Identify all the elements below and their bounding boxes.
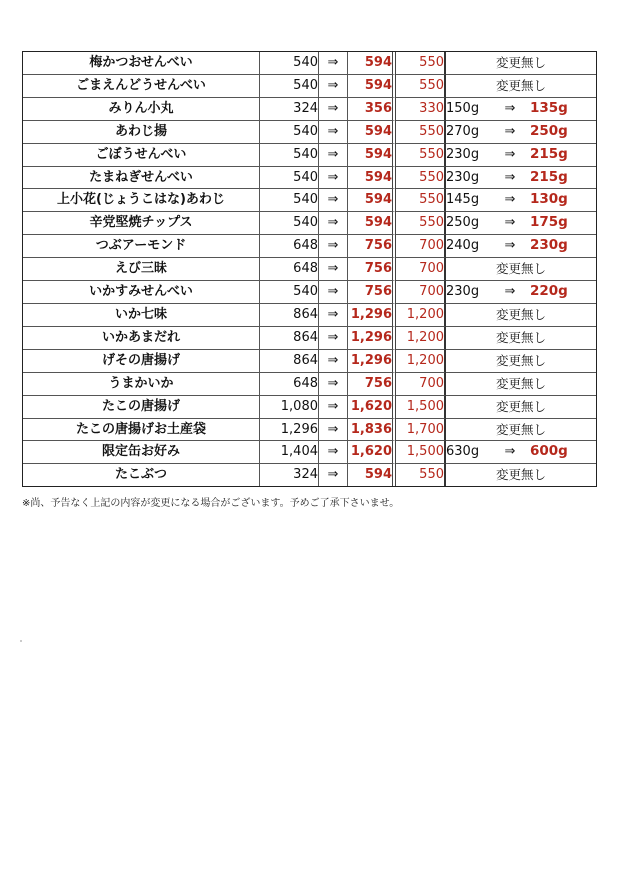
weight-cell [446,167,596,190]
product-name: 辛党堅焼チップス [23,212,260,235]
arrow-icon: ⇒ [319,304,348,327]
tax-excluded-price: 550 [396,75,446,98]
tax-excluded-price: 700 [396,235,446,258]
old-price: 324 [260,98,319,121]
old-price: 324 [260,464,319,486]
tax-excluded-price: 550 [396,121,446,144]
table-row [23,350,596,373]
new-price: 1,620 [348,396,396,419]
arrow-icon: ⇒ [319,419,348,442]
weight-cell [446,144,596,167]
old-price: 540 [260,167,319,190]
product-name: 梅かつおせんべい [23,52,260,75]
price-revision-sheet [22,51,597,487]
tax-excluded-price: 550 [396,52,446,75]
arrow-icon: ⇒ [504,215,516,231]
new-price: 594 [348,121,396,144]
new-price: 1,296 [348,350,396,373]
weight-cell [446,189,596,212]
weight-cell [446,52,596,75]
new-price: 594 [348,167,396,190]
product-name: いかすみせんべい [23,281,260,304]
table-row [23,304,596,327]
no-change-label: 変更無し [495,77,546,93]
arrow-icon: ⇒ [504,444,516,460]
no-change-label: 変更無し [495,467,546,483]
new-price: 756 [348,258,396,281]
arrow-icon: ⇒ [504,238,516,254]
new-price: 756 [348,281,396,304]
table-row [23,75,596,98]
old-price: 540 [260,75,319,98]
tax-excluded-price: 1,200 [396,304,446,327]
weight-cell [446,304,596,327]
weight-cell [446,258,596,281]
new-price: 1,836 [348,419,396,442]
price-table [22,51,597,487]
table-row [23,441,596,464]
old-price: 1,296 [260,419,319,442]
product-name: みりん小丸 [23,98,260,121]
table-row [23,189,596,212]
tax-excluded-price: 550 [396,144,446,167]
no-change-label: 変更無し [495,421,546,437]
new-weight: 215g [530,145,568,162]
weight-cell [446,396,596,419]
new-price: 756 [348,235,396,258]
weight-cell [446,464,596,486]
arrow-icon: ⇒ [319,350,348,373]
weight-cell [446,327,596,350]
new-weight: 175g [530,214,568,231]
arrow-icon: ⇒ [319,121,348,144]
product-name: たこの唐揚げ [23,396,260,419]
arrow-icon: ⇒ [319,281,348,304]
weight-cell [446,121,596,144]
tax-excluded-price: 330 [396,98,446,121]
arrow-icon: ⇒ [319,327,348,350]
old-price: 540 [260,121,319,144]
old-weight: 270g [446,123,480,139]
no-change-label: 変更無し [495,329,546,345]
weight-cell [446,441,596,464]
table-row [23,121,596,144]
price-table-body [23,52,596,486]
tax-excluded-price: 1,500 [396,441,446,464]
arrow-icon: ⇒ [319,373,348,396]
new-price: 594 [348,189,396,212]
arrow-icon: ⇒ [504,146,516,162]
new-price: 1,620 [348,441,396,464]
new-price: 356 [348,98,396,121]
no-change-label: 変更無し [495,352,546,368]
new-weight: 600g [530,443,568,460]
arrow-icon: ⇒ [319,258,348,281]
tax-excluded-price: 550 [396,189,446,212]
product-name: ごまえんどうせんべい [23,75,260,98]
arrow-icon: ⇒ [319,75,348,98]
tax-excluded-price: 700 [396,281,446,304]
table-row [23,373,596,396]
new-weight: 250g [530,122,568,139]
tax-excluded-price: 700 [396,373,446,396]
arrow-icon: ⇒ [319,189,348,212]
arrow-icon: ⇒ [319,396,348,419]
table-row [23,235,596,258]
new-price: 1,296 [348,304,396,327]
arrow-icon: ⇒ [319,235,348,258]
weight-cell [446,98,596,121]
tax-excluded-price: 550 [396,212,446,235]
product-name: あわじ揚 [23,121,260,144]
new-weight: 215g [530,168,568,185]
weight-cell [446,350,596,373]
new-price: 594 [348,144,396,167]
weight-cell [446,373,596,396]
tax-excluded-price: 1,500 [396,396,446,419]
old-weight: 150g [446,100,480,116]
product-name: ごぼうせんべい [23,144,260,167]
weight-cell [446,419,596,442]
new-price: 594 [348,464,396,486]
old-weight: 250g [446,215,480,231]
old-price: 540 [260,144,319,167]
old-price: 540 [260,189,319,212]
tax-excluded-price: 550 [396,464,446,486]
old-price: 864 [260,350,319,373]
scan-speck [20,640,22,642]
weight-cell [446,212,596,235]
disclaimer-note: ※尚、予告なく上記の内容が変更になる場合がございます。予めご了承下さいませ。 [22,498,400,509]
old-weight: 230g [446,284,480,300]
product-name: つぶアーモンド [23,235,260,258]
arrow-icon: ⇒ [319,464,348,486]
product-name: えび三昧 [23,258,260,281]
old-price: 864 [260,304,319,327]
old-weight: 145g [446,192,480,208]
old-price: 540 [260,281,319,304]
table-row [23,281,596,304]
tax-excluded-price: 1,200 [396,327,446,350]
no-change-label: 変更無し [495,375,546,391]
weight-cell [446,281,596,304]
arrow-icon: ⇒ [319,98,348,121]
table-row [23,396,596,419]
arrow-icon: ⇒ [504,169,516,185]
new-weight: 130g [530,191,568,208]
arrow-icon: ⇒ [319,144,348,167]
table-row [23,167,596,190]
new-price: 1,296 [348,327,396,350]
tax-excluded-price: 550 [396,167,446,190]
new-price: 594 [348,212,396,235]
table-row [23,144,596,167]
arrow-icon: ⇒ [319,212,348,235]
old-weight: 240g [446,238,480,254]
table-row [23,464,596,486]
arrow-icon: ⇒ [504,284,516,300]
product-name: 限定缶お好み [23,441,260,464]
weight-cell [446,235,596,258]
old-price: 648 [260,235,319,258]
tax-excluded-price: 1,200 [396,350,446,373]
old-weight: 630g [446,444,480,460]
table-row [23,52,596,75]
arrow-icon: ⇒ [504,192,516,208]
table-row [23,258,596,281]
table-row [23,327,596,350]
old-price: 864 [260,327,319,350]
table-row [23,419,596,442]
arrow-icon: ⇒ [319,167,348,190]
product-name: たこぶつ [23,464,260,486]
new-price: 594 [348,52,396,75]
arrow-icon: ⇒ [504,100,516,116]
new-weight: 230g [530,237,568,254]
old-price: 540 [260,212,319,235]
old-price: 1,080 [260,396,319,419]
product-name: うまかいか [23,373,260,396]
product-name: いか七味 [23,304,260,327]
new-price: 594 [348,75,396,98]
tax-excluded-price: 1,700 [396,419,446,442]
product-name: 上小花(じょうこはな)あわじ [23,189,260,212]
table-row [23,212,596,235]
product-name: げその唐揚げ [23,350,260,373]
old-price: 648 [260,258,319,281]
table-row [23,98,596,121]
tax-excluded-price: 700 [396,258,446,281]
product-name: たこの唐揚げお土産袋 [23,419,260,442]
new-price: 756 [348,373,396,396]
old-weight: 230g [446,146,480,162]
arrow-icon: ⇒ [504,123,516,139]
old-price: 648 [260,373,319,396]
no-change-label: 変更無し [495,398,546,414]
old-price: 540 [260,52,319,75]
new-weight: 220g [530,283,568,300]
no-change-label: 変更無し [495,306,546,322]
old-weight: 230g [446,169,480,185]
arrow-icon: ⇒ [319,441,348,464]
old-price: 1,404 [260,441,319,464]
no-change-label: 変更無し [495,261,546,277]
product-name: いかあまだれ [23,327,260,350]
no-change-label: 変更無し [495,55,546,70]
new-weight: 135g [530,99,568,116]
weight-cell [446,75,596,98]
product-name: たまねぎせんべい [23,167,260,190]
arrow-icon: ⇒ [319,52,348,75]
